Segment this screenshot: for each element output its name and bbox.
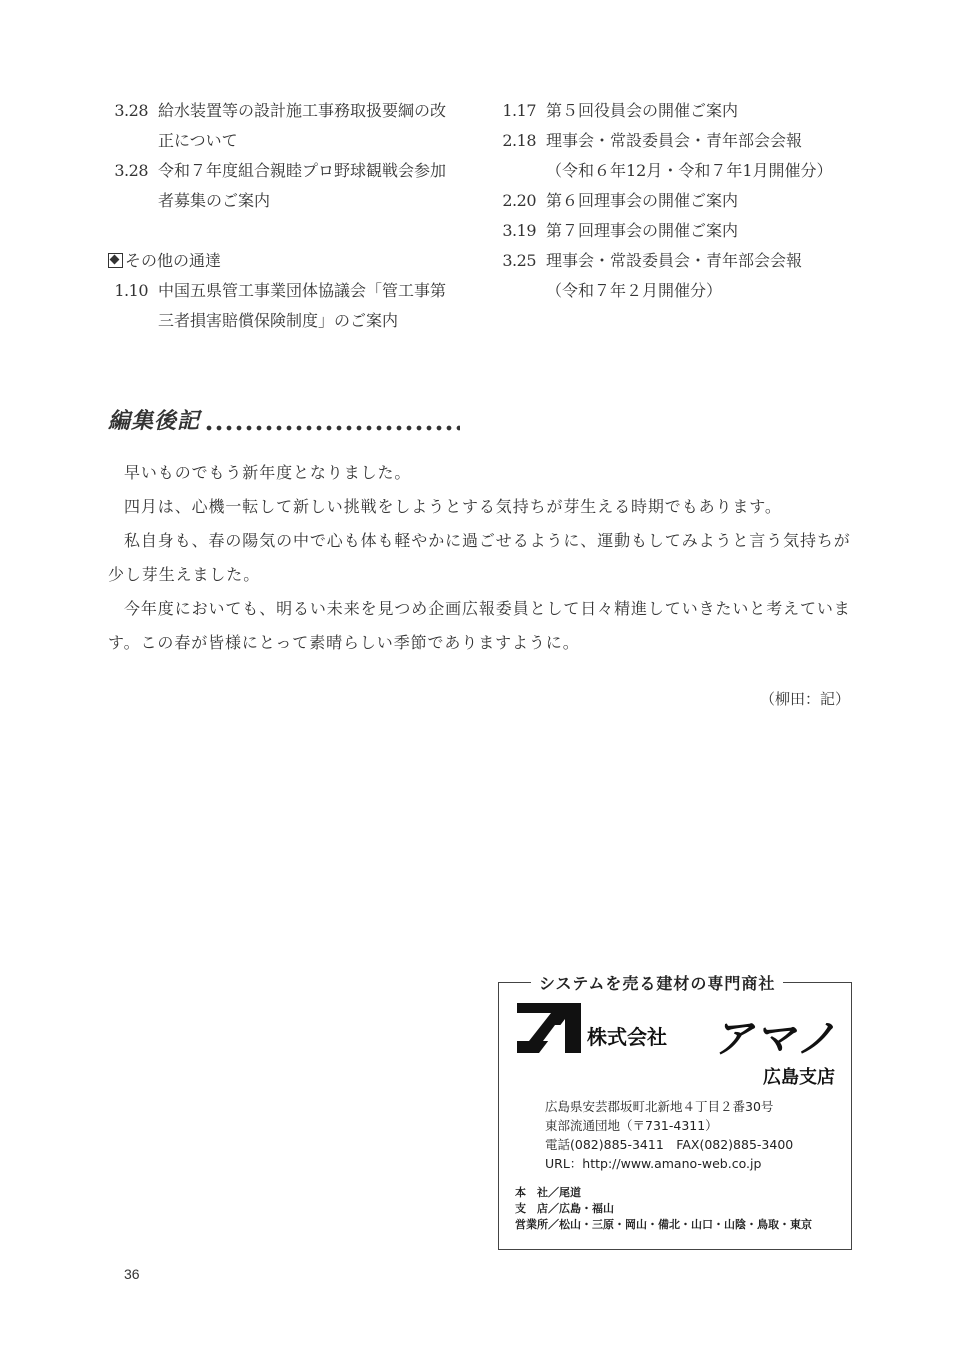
entry-text: 理事会・常設委員会・青年部会会報 （令和７年２月開催分）: [546, 251, 803, 300]
contact-info: [545, 1097, 793, 1173]
list-item: [496, 126, 866, 186]
entry-date: 3.19: [502, 221, 536, 240]
list-item: [496, 246, 866, 306]
advertisement-box: [498, 974, 852, 1250]
address: 広島県安芸郡坂町北新地４丁目２番30号: [545, 1099, 774, 1114]
entry-text: 中国五県管工事業団体協議会「管工事第 三者損害賠償保険制度」のご案内: [158, 281, 447, 330]
entry-date: 2.20: [502, 191, 536, 210]
editor-note-body: [108, 456, 858, 660]
entry-date: 2.18: [502, 131, 536, 150]
website-url: URL：http://www.amano-web.co.jp: [545, 1156, 762, 1171]
paragraph: 四月は、心機一転して新しい挑戦をしようとする気持ちが芽生える時期でもあります。: [124, 497, 782, 516]
paragraph: 今年度においても、明るい未来を見つめ企画広報委員として日々精進していきたいと考えています。この春が皆様にとって素晴らしい季節でありますように。: [108, 599, 851, 652]
entry-date: 3.28: [114, 161, 148, 180]
list-item: [496, 186, 866, 216]
paragraph: 私自身も、春の陽気の中で心も体も軽やかに過ごせるように、運動もしてみようと言う気持ちが少し芽生えました。: [108, 531, 851, 584]
entry-text: 第６回理事会の開催ご案内: [546, 191, 739, 210]
section-heading: その他の通達: [108, 246, 478, 276]
branch-name: 広島支店: [763, 1067, 835, 1088]
company-type: 株式会社: [587, 1025, 667, 1049]
entry-text: 第７回理事会の開催ご案内: [546, 221, 739, 240]
entry-text: 給水装置等の設計施工事務取扱要綱の改 正について: [158, 101, 447, 150]
list-item: [108, 276, 478, 336]
left-column: [108, 96, 478, 336]
signature: （柳田：記）: [759, 690, 850, 708]
entry-text: 令和７年度組合親睦プロ野球観戦会参加 者募集のご案内: [158, 161, 447, 210]
entry-text: 理事会・常設委員会・青年部会会報 （令和６年12月・令和７年1月開催分）: [546, 131, 833, 180]
page-number: 36: [124, 1266, 140, 1282]
entry-date: 3.28: [114, 101, 148, 120]
phone-fax: 電話(082)885-3411 FAX(082)885-3400: [545, 1137, 794, 1152]
office-line: 営業所／松山・三原・岡山・備北・山口・山陰・鳥取・東京: [515, 1218, 812, 1231]
right-column: [496, 96, 866, 306]
list-item: [496, 96, 866, 126]
company-name: アマノ: [713, 1016, 838, 1062]
editor-note-heading: 編集後記: [108, 408, 201, 434]
office-line: 支 店／広島・福山: [515, 1202, 614, 1215]
list-item: [496, 216, 866, 246]
office-list: [515, 1185, 812, 1233]
office-line: 本 社／尾道: [515, 1186, 581, 1199]
entry-date: 1.10: [114, 281, 148, 300]
amano-logo-mark-icon: [515, 1001, 583, 1055]
entry-date: 1.17: [502, 101, 536, 120]
area: 東部流通団地（〒731-4311）: [545, 1118, 718, 1133]
diamond-bullet-icon: [108, 253, 123, 268]
list-item: [108, 96, 478, 156]
paragraph: 早いものでもう新年度となりました。: [124, 463, 412, 482]
list-item: [108, 156, 478, 216]
entry-date: 3.25: [502, 251, 536, 270]
ad-tagline: システムを売る建材の専門商社: [531, 971, 783, 994]
dotted-leader: [204, 424, 460, 432]
entry-text: 第５回役員会の開催ご案内: [546, 101, 739, 120]
